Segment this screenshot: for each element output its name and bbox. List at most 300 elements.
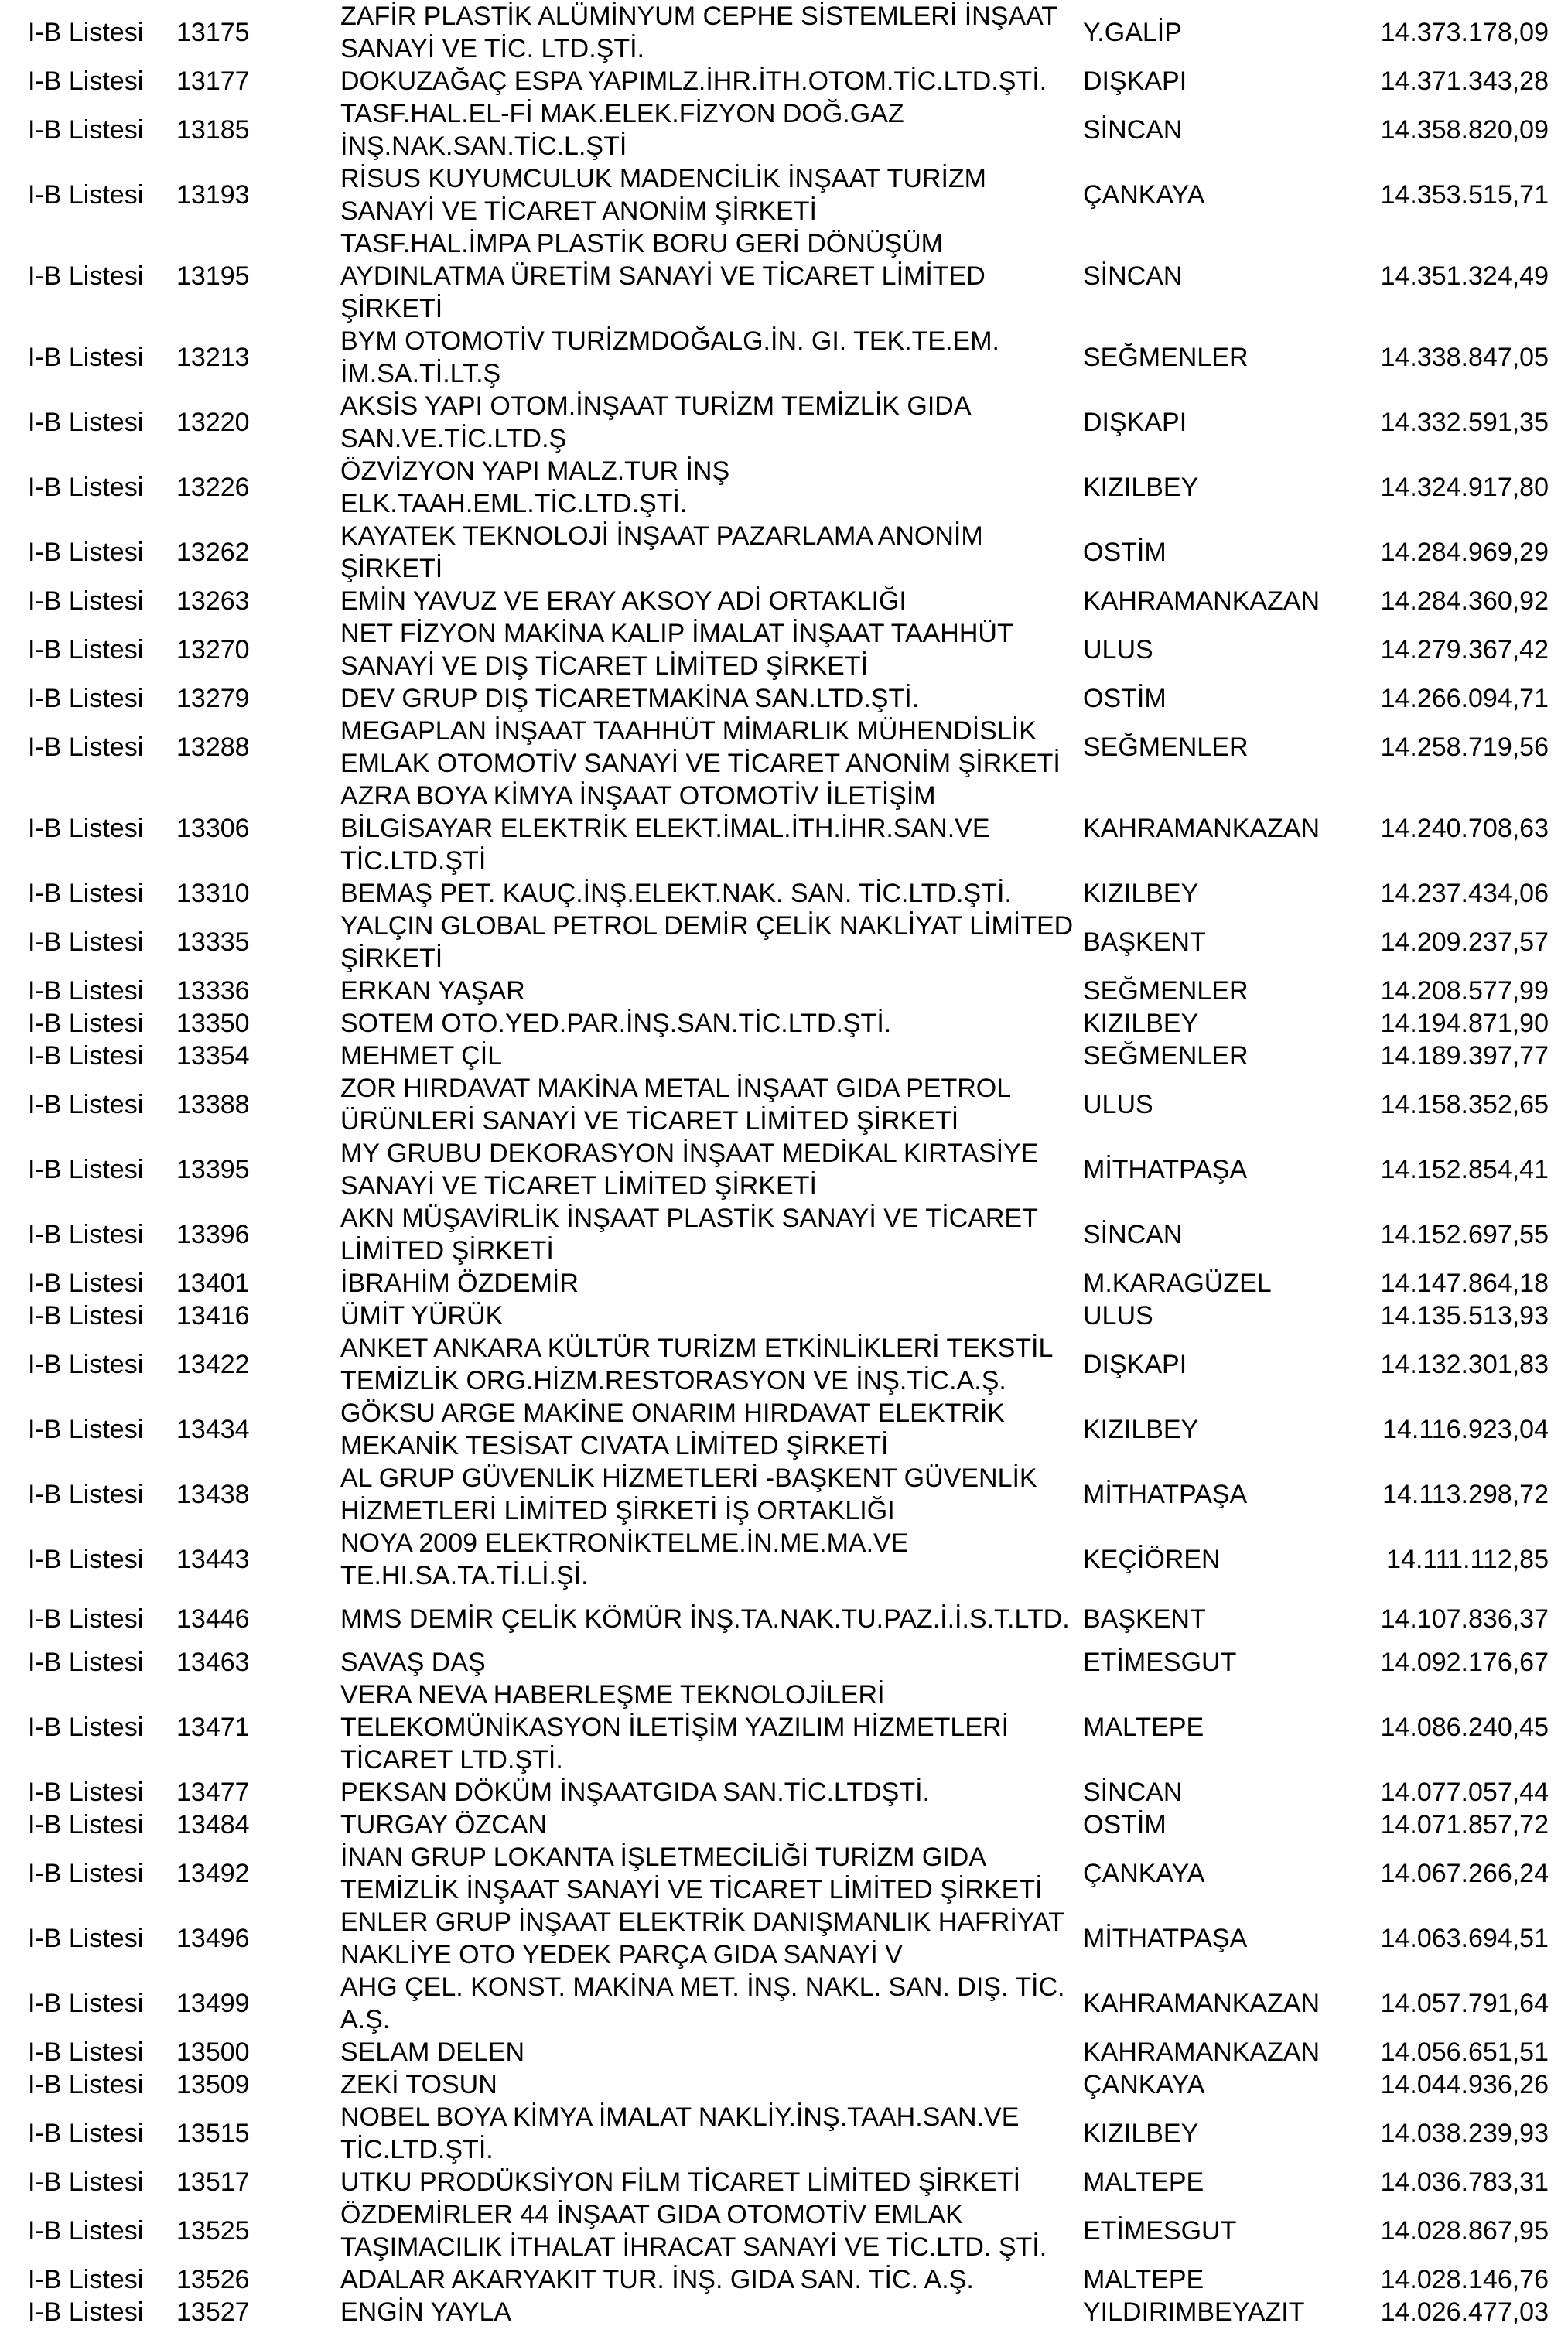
company-name-line: PEKSAN DÖKÜM İNŞAATGIDA SAN.TİC.LTDŞTİ. xyxy=(340,1778,930,1807)
company-name-cell xyxy=(340,2198,1083,2263)
amount-cell: 14.036.783,31 xyxy=(1380,2167,1549,2197)
company-name-line: EMİN YAVUZ VE ERAY AKSOY ADİ ORTAKLIĞI xyxy=(340,586,907,616)
list-name-cell: I-B Listesi xyxy=(28,67,144,96)
table-row xyxy=(0,2263,1568,2296)
company-name-line: TASF.HAL.EL-Fİ MAK.ELEK.FİZYON DOĞ.GAZ xyxy=(340,99,904,128)
list-name-cell: I-B Listesi xyxy=(28,2070,144,2099)
list-name-cell: I-B Listesi xyxy=(28,1859,144,1888)
amount-cell: 14.135.513,93 xyxy=(1380,1301,1549,1330)
tax-office-cell: SEĞMENLER xyxy=(1083,976,1249,1006)
tax-office-cell: OSTİM xyxy=(1083,1810,1167,1839)
amount-cell: 14.324.917,80 xyxy=(1380,473,1549,502)
company-name-cell xyxy=(340,1397,1083,1462)
company-name-cell xyxy=(340,910,1083,975)
amount-cell: 14.086.240,45 xyxy=(1380,1713,1549,1742)
table-row xyxy=(0,975,1568,1007)
company-name-line: GÖKSU ARGE MAKİNE ONARIM HIRDAVAT ELEKTRİK xyxy=(340,1399,1005,1428)
amount-cell: 14.371.343,28 xyxy=(1380,67,1549,96)
tax-office-cell: SİNCAN xyxy=(1083,115,1183,145)
table-row xyxy=(0,390,1568,455)
record-number-cell: 13388 xyxy=(176,1090,250,1119)
company-name-cell xyxy=(340,1300,1083,1332)
record-number-cell: 13310 xyxy=(176,879,250,908)
company-name-cell xyxy=(340,682,1083,715)
company-name-line: NET FİZYON MAKİNA KALIP İMALAT İNŞAAT TAAHHÜT xyxy=(340,619,1013,648)
tax-office-cell: KAHRAMANKAZAN xyxy=(1083,1989,1320,2018)
company-name-cell xyxy=(340,1603,1083,1635)
company-name-line: TEMİZLİK ORG.HİZM.RESTORASYON VE İNŞ.TİC.A.Ş. xyxy=(340,1366,1006,1395)
tax-office-cell: ÇANKAYA xyxy=(1083,2070,1205,2099)
company-name-cell xyxy=(340,162,1083,227)
company-name-line: ERKAN YAŞAR xyxy=(340,976,525,1006)
tax-office-cell: KIZILBEY xyxy=(1083,473,1199,502)
company-name-line: İNAN GRUP LOKANTA İŞLETMECİLİĞİ TURİZM GIDA xyxy=(340,1843,987,1872)
tax-office-cell: SİNCAN xyxy=(1083,1220,1183,1249)
record-number-cell: 13509 xyxy=(176,2070,250,2099)
record-number-cell: 13477 xyxy=(176,1778,250,1807)
company-name-line: AZRA BOYA KİMYA İNŞAAT OTOMOTİV İLETİŞİM xyxy=(340,781,936,811)
record-number-cell: 13471 xyxy=(176,1713,250,1742)
list-name-cell: I-B Listesi xyxy=(28,261,144,291)
company-name-line: TASF.HAL.İMPA PLASTİK BORU GERİ DÖNÜŞÜM xyxy=(340,229,943,258)
company-name-line: ELK.TAAH.EML.TİC.LTD.ŞTİ. xyxy=(340,489,688,518)
company-name-line: LİMİTED ŞİRKETİ xyxy=(340,1236,554,1266)
amount-cell: 14.071.857,72 xyxy=(1380,1810,1549,1839)
record-number-cell: 13517 xyxy=(176,2167,250,2197)
record-number-cell: 13492 xyxy=(176,1859,250,1888)
list-name-cell: I-B Listesi xyxy=(28,2167,144,2197)
list-name-cell: I-B Listesi xyxy=(28,1648,144,1677)
company-name-cell xyxy=(340,1679,1083,1776)
company-name-cell xyxy=(340,2068,1083,2101)
company-name-line: ZEKİ TOSUN xyxy=(340,2070,497,2099)
tax-office-cell: SİNCAN xyxy=(1083,261,1183,291)
amount-cell: 14.208.577,99 xyxy=(1380,976,1549,1006)
table-row xyxy=(0,877,1568,910)
table-row xyxy=(0,455,1568,520)
company-name-line: BEMAŞ PET. KAUÇ.İNŞ.ELEKT.NAK. SAN. TİC.LTD.ŞTİ. xyxy=(340,879,1012,908)
table-row xyxy=(0,910,1568,975)
company-name-line: AYDINLATMA ÜRETİM SANAYİ VE TİCARET LİMİTED xyxy=(340,261,986,291)
table-row xyxy=(0,780,1568,877)
company-name-line: ENGİN YAYLA xyxy=(340,2297,512,2327)
company-name-line: NAKLİYE OTO YEDEK PARÇA GIDA SANAYİ V xyxy=(340,1940,903,1969)
tax-office-cell: KIZILBEY xyxy=(1083,1415,1199,1444)
list-name-cell: I-B Listesi xyxy=(28,976,144,1006)
company-name-line: SOTEM OTO.YED.PAR.İNŞ.SAN.TİC.LTD.ŞTİ. xyxy=(340,1009,892,1038)
company-name-line: EMLAK OTOMOTİV SANAYİ VE TİCARET ANONİM ŞİRKETİ xyxy=(340,749,1061,778)
company-name-line: AKSİS YAPI OTOM.İNŞAAT TURİZM TEMİZLİK GIDA xyxy=(340,391,972,421)
amount-cell: 14.152.697,55 xyxy=(1380,1220,1549,1249)
tax-office-cell: MİTHATPAŞA xyxy=(1083,1924,1248,1953)
list-name-cell: I-B Listesi xyxy=(28,684,144,713)
amount-cell: 14.240.708,63 xyxy=(1380,814,1549,843)
tax-office-cell: KEÇİÖREN xyxy=(1083,1545,1221,1574)
amount-cell: 14.077.057,44 xyxy=(1380,1778,1549,1807)
list-name-cell: I-B Listesi xyxy=(28,927,144,957)
record-number-cell: 13434 xyxy=(176,1415,250,1444)
amount-cell: 14.279.367,42 xyxy=(1380,635,1549,664)
tax-office-cell: MALTEPE xyxy=(1083,2167,1204,2197)
record-number-cell: 13175 xyxy=(176,18,250,47)
amount-cell: 14.194.871,90 xyxy=(1380,1009,1549,1038)
company-name-line: ÖZVİZYON YAPI MALZ.TUR İNŞ xyxy=(340,456,730,486)
tax-office-cell: MALTEPE xyxy=(1083,2265,1204,2294)
tax-office-cell: KIZILBEY xyxy=(1083,1009,1199,1038)
tax-office-cell: Y.GALİP xyxy=(1083,18,1182,47)
record-number-cell: 13354 xyxy=(176,1041,250,1071)
list-name-cell: I-B Listesi xyxy=(28,1041,144,1071)
company-name-line: YALÇIN GLOBAL PETROL DEMİR ÇELİK NAKLİYAT LİMİTED xyxy=(340,911,1074,941)
company-name-line: TİC.LTD.ŞTİ. xyxy=(340,2135,494,2164)
amount-cell: 14.189.397,77 xyxy=(1380,1041,1549,1071)
company-name-line: SAVAŞ DAŞ xyxy=(340,1648,486,1677)
company-name-cell xyxy=(340,617,1083,682)
company-name-line: KAYATEK TEKNOLOJİ İNŞAAT PAZARLAMA ANONİM xyxy=(340,521,983,551)
table-row xyxy=(0,1527,1568,1592)
tax-office-cell: OSTİM xyxy=(1083,684,1167,713)
list-name-cell: I-B Listesi xyxy=(28,879,144,908)
list-name-cell: I-B Listesi xyxy=(28,733,144,762)
list-name-cell: I-B Listesi xyxy=(28,2119,144,2148)
table-row xyxy=(0,1603,1568,1635)
amount-cell: 14.237.434,06 xyxy=(1380,879,1549,908)
amount-cell: 14.113.298,72 xyxy=(1382,1480,1549,1509)
list-name-cell: I-B Listesi xyxy=(28,1989,144,2018)
company-name-line: İM.SA.Tİ.LT.Ş xyxy=(340,359,501,388)
company-name-line: MEKANİK TESİSAT CIVATA LİMİTED ŞİRKETİ xyxy=(340,1431,889,1460)
list-name-cell: I-B Listesi xyxy=(28,343,144,372)
table-row xyxy=(0,1332,1568,1397)
tax-office-cell: ULUS xyxy=(1083,1301,1153,1330)
company-name-line: SANAYİ VE TİCARET ANONİM ŞİRKETİ xyxy=(340,196,817,226)
company-name-line: AHG ÇEL. KONST. MAKİNA MET. İNŞ. NAKL. SAN. DIŞ. TİC. xyxy=(340,1973,1065,2002)
company-name-cell xyxy=(340,1841,1083,1906)
record-number-cell: 13177 xyxy=(176,67,250,96)
tax-office-cell: SEĞMENLER xyxy=(1083,343,1249,372)
record-number-cell: 13270 xyxy=(176,635,250,664)
company-name-line: ANKET ANKARA KÜLTÜR TURİZM ETKİNLİKLERİ TEKSTİL xyxy=(340,1334,1054,1363)
tax-office-cell: KIZILBEY xyxy=(1083,2119,1199,2148)
list-name-cell: I-B Listesi xyxy=(28,1090,144,1119)
table-row xyxy=(0,1776,1568,1809)
tax-office-cell: DIŞKAPI xyxy=(1083,1350,1187,1379)
amount-cell: 14.057.791,64 xyxy=(1380,1989,1549,2018)
amount-cell: 14.258.719,56 xyxy=(1380,733,1549,762)
record-number-cell: 13350 xyxy=(176,1009,250,1038)
company-name-line: TELEKOMÜNİKASYON İLETİŞİM YAZILIM HİZMETLERİ xyxy=(340,1713,1009,1742)
amount-cell: 14.038.239,93 xyxy=(1380,2119,1549,2148)
table-row xyxy=(0,1906,1568,1971)
list-name-cell: I-B Listesi xyxy=(28,1545,144,1574)
list-name-cell: I-B Listesi xyxy=(28,1713,144,1742)
amount-cell: 14.147.864,18 xyxy=(1380,1269,1549,1298)
company-name-cell xyxy=(340,2101,1083,2166)
company-name-line: BİLGİSAYAR ELEKTRİK ELEKT.İMAL.İTH.İHR.SAN.VE xyxy=(340,814,990,843)
amount-cell: 14.373.178,09 xyxy=(1380,18,1549,47)
list-name-cell: I-B Listesi xyxy=(28,180,144,210)
tax-office-cell: KAHRAMANKAZAN xyxy=(1083,814,1320,843)
table-row xyxy=(0,0,1568,65)
list-name-cell: I-B Listesi xyxy=(28,408,144,437)
company-name-line: RİSUS KUYUMCULUK MADENCİLİK İNŞAAT TURİZM xyxy=(340,164,987,193)
tax-office-cell: SEĞMENLER xyxy=(1083,1041,1249,1071)
company-name-cell xyxy=(340,455,1083,520)
company-name-line: ENLER GRUP İNŞAAT ELEKTRİK DANIŞMANLIK HAFRİYAT xyxy=(340,1908,1064,1937)
table-row xyxy=(0,2101,1568,2166)
company-name-line: TEMİZLİK İNŞAAT SANAYİ VE TİCARET LİMİTED ŞİRKETİ xyxy=(340,1875,1043,1904)
company-name-line: ÜRÜNLERİ SANAYİ VE TİCARET LİMİTED ŞİRKETİ xyxy=(340,1106,959,1136)
company-name-cell xyxy=(340,1267,1083,1300)
company-name-cell xyxy=(340,1072,1083,1137)
record-number-cell: 13395 xyxy=(176,1155,250,1184)
tax-office-cell: MİTHATPAŞA xyxy=(1083,1155,1248,1184)
company-name-cell xyxy=(340,585,1083,617)
list-name-cell: I-B Listesi xyxy=(28,1220,144,1249)
company-name-cell xyxy=(340,2263,1083,2296)
company-name-line: ŞİRKETİ xyxy=(340,944,443,973)
amount-cell: 14.284.360,92 xyxy=(1380,586,1549,616)
list-name-cell: I-B Listesi xyxy=(28,115,144,145)
amount-cell: 14.132.301,83 xyxy=(1380,1350,1549,1379)
company-name-line: SANAYİ VE DIŞ TİCARET LİMİTED ŞİRKETİ xyxy=(340,651,869,681)
company-name-cell xyxy=(340,520,1083,585)
company-name-cell xyxy=(340,97,1083,162)
amount-cell: 14.056.651,51 xyxy=(1380,2037,1549,2067)
record-number-cell: 13499 xyxy=(176,1989,250,2018)
list-name-cell: I-B Listesi xyxy=(28,1301,144,1330)
amount-cell: 14.152.854,41 xyxy=(1380,1155,1549,1184)
table-row xyxy=(0,1462,1568,1527)
company-name-line: ADALAR AKARYAKIT TUR. İNŞ. GIDA SAN. TİC. A.Ş. xyxy=(340,2265,974,2294)
company-name-line: İNŞ.NAK.SAN.TİC.L.ŞTİ xyxy=(340,132,627,161)
table-row xyxy=(0,1267,1568,1300)
company-name-line: ZAFİR PLASTİK ALÜMİNYUM CEPHE SİSTEMLERİ İNŞAAT xyxy=(340,2,1057,31)
table-row xyxy=(0,1137,1568,1202)
amount-cell: 14.107.836,37 xyxy=(1380,1604,1549,1634)
table-row xyxy=(0,1040,1568,1072)
company-name-line: ÖZDEMİRLER 44 İNŞAAT GIDA OTOMOTİV EMLAK xyxy=(340,2200,963,2229)
record-number-cell: 13195 xyxy=(176,261,250,291)
tax-office-cell: DIŞKAPI xyxy=(1083,408,1187,437)
company-name-line: A.Ş. xyxy=(340,2005,391,2034)
record-number-cell: 13226 xyxy=(176,473,250,502)
list-name-cell: I-B Listesi xyxy=(28,18,144,47)
list-name-cell: I-B Listesi xyxy=(28,1924,144,1953)
company-name-cell xyxy=(340,2166,1083,2198)
company-name-cell xyxy=(340,1906,1083,1971)
list-name-cell: I-B Listesi xyxy=(28,473,144,502)
company-name-cell xyxy=(340,227,1083,325)
company-name-line: TURGAY ÖZCAN xyxy=(340,1810,547,1839)
company-name-cell xyxy=(340,390,1083,455)
amount-cell: 14.358.820,09 xyxy=(1380,115,1549,145)
company-name-line: AKN MÜŞAVİRLİK İNŞAAT PLASTİK SANAYİ VE TİCARET xyxy=(340,1204,1038,1233)
table-row xyxy=(0,1971,1568,2036)
table-row xyxy=(0,1809,1568,1841)
table-row xyxy=(0,1202,1568,1267)
list-name-cell: I-B Listesi xyxy=(28,2216,144,2246)
amount-cell: 14.067.266,24 xyxy=(1380,1859,1549,1888)
company-name-cell xyxy=(340,1646,1083,1679)
table-row xyxy=(0,682,1568,715)
company-name-cell xyxy=(340,715,1083,780)
list-name-cell: I-B Listesi xyxy=(28,1604,144,1634)
company-name-cell xyxy=(340,1971,1083,2036)
company-name-cell xyxy=(340,1462,1083,1527)
company-name-line: ÜMİT YÜRÜK xyxy=(340,1301,504,1330)
company-name-line: DEV GRUP DIŞ TİCARETMAKİNA SAN.LTD.ŞTİ. xyxy=(340,684,920,713)
list-name-cell: I-B Listesi xyxy=(28,1415,144,1444)
tax-office-cell: KAHRAMANKAZAN xyxy=(1083,586,1320,616)
record-number-cell: 13484 xyxy=(176,1810,250,1839)
amount-cell: 14.044.936,26 xyxy=(1380,2070,1549,2099)
table-row xyxy=(0,1646,1568,1679)
table-row xyxy=(0,65,1568,97)
company-name-line: NOBEL BOYA KİMYA İMALAT NAKLİY.İNŞ.TAAH.SAN.VE xyxy=(340,2102,1020,2132)
record-number-cell: 13306 xyxy=(176,814,250,843)
tax-office-cell: ETİMESGUT xyxy=(1083,2216,1237,2246)
table-row xyxy=(0,1300,1568,1332)
tax-office-cell: ULUS xyxy=(1083,635,1153,664)
company-name-cell xyxy=(340,1040,1083,1072)
list-name-cell: I-B Listesi xyxy=(28,586,144,616)
company-name-line: SANAYİ VE TİCARET LİMİTED ŞİRKETİ xyxy=(340,1171,817,1201)
record-number-cell: 13288 xyxy=(176,733,250,762)
company-name-line: TE.HI.SA.TA.Tİ.Lİ.Şİ. xyxy=(340,1561,589,1590)
company-name-cell xyxy=(340,2296,1083,2328)
table-row xyxy=(0,2036,1568,2068)
list-name-cell: I-B Listesi xyxy=(28,1778,144,1807)
company-name-line: ZOR HIRDAVAT MAKİNA METAL İNŞAAT GIDA PETROL xyxy=(340,1074,1012,1103)
amount-cell: 14.028.146,76 xyxy=(1380,2265,1549,2294)
tax-office-cell: KIZILBEY xyxy=(1083,879,1199,908)
tax-office-cell: YILDIRIMBEYAZIT xyxy=(1083,2297,1305,2327)
table-row xyxy=(0,715,1568,780)
record-number-cell: 13185 xyxy=(176,115,250,145)
table-row xyxy=(0,585,1568,617)
tax-office-cell: SEĞMENLER xyxy=(1083,733,1249,762)
list-name-cell: I-B Listesi xyxy=(28,635,144,664)
tax-office-cell: M.KARAGÜZEL xyxy=(1083,1269,1272,1298)
amount-cell: 14.209.237,57 xyxy=(1380,927,1549,957)
amount-cell: 14.026.477,03 xyxy=(1380,2297,1549,2327)
amount-cell: 14.111.112,85 xyxy=(1386,1545,1549,1574)
record-number-cell: 13526 xyxy=(176,2265,250,2294)
company-name-line: SAN.VE.TİC.LTD.Ş xyxy=(340,424,567,453)
tax-office-cell: SİNCAN xyxy=(1083,1778,1183,1807)
company-name-line: DOKUZAĞAÇ ESPA YAPIMLZ.İHR.İTH.OTOM.TİC.LTD.ŞTİ. xyxy=(340,67,1047,96)
amount-cell: 14.338.847,05 xyxy=(1380,343,1549,372)
record-number-cell: 13220 xyxy=(176,408,250,437)
record-number-cell: 13525 xyxy=(176,2216,250,2246)
amount-cell: 14.266.094,71 xyxy=(1380,684,1549,713)
company-name-line: AL GRUP GÜVENLİK HİZMETLERİ -BAŞKENT GÜVENLİK xyxy=(340,1464,1037,1493)
company-name-line: TİC.LTD.ŞTİ xyxy=(340,846,487,876)
tax-office-cell: BAŞKENT xyxy=(1083,927,1206,957)
table-row xyxy=(0,2198,1568,2263)
table-row xyxy=(0,97,1568,162)
record-number-cell: 13336 xyxy=(176,976,250,1006)
table-row xyxy=(0,1397,1568,1462)
tax-office-cell: ULUS xyxy=(1083,1090,1153,1119)
table-row xyxy=(0,162,1568,227)
tax-office-cell: BAŞKENT xyxy=(1083,1604,1206,1634)
company-name-line: TAŞIMACILIK İTHALAT İHRACAT SANAYİ VE TİC.LTD. ŞTİ. xyxy=(340,2232,1047,2262)
record-number-cell: 13213 xyxy=(176,343,250,372)
company-name-cell xyxy=(340,1809,1083,1841)
record-number-cell: 13401 xyxy=(176,1269,250,1298)
amount-cell: 14.158.352,65 xyxy=(1380,1090,1549,1119)
company-name-cell xyxy=(340,1007,1083,1040)
company-name-line: UTKU PRODÜKSİYON FİLM TİCARET LİMİTED ŞİRKETİ xyxy=(340,2167,1021,2197)
record-number-cell: 13500 xyxy=(176,2037,250,2067)
company-name-line: VERA NEVA HABERLEŞME TEKNOLOJİLERİ xyxy=(340,1680,885,1710)
company-name-line: BYM OTOMOTİV TURİZMDOĞALG.İN. GI. TEK.TE.EM. xyxy=(340,326,999,356)
company-name-line: SANAYİ VE TİC. LTD.ŞTİ. xyxy=(340,34,644,63)
record-number-cell: 13193 xyxy=(176,180,250,210)
table-row xyxy=(0,1072,1568,1137)
list-name-cell: I-B Listesi xyxy=(28,1269,144,1298)
tax-office-cell: MİTHATPAŞA xyxy=(1083,1480,1248,1509)
record-number-cell: 13416 xyxy=(176,1301,250,1330)
company-name-cell xyxy=(340,65,1083,97)
company-name-cell xyxy=(340,1776,1083,1809)
amount-cell: 14.028.867,95 xyxy=(1380,2216,1549,2246)
record-number-cell: 13263 xyxy=(176,586,250,616)
record-number-cell: 13422 xyxy=(176,1350,250,1379)
company-name-line: MEHMET ÇİL xyxy=(340,1041,503,1071)
company-name-cell xyxy=(340,2036,1083,2068)
list-name-cell: I-B Listesi xyxy=(28,2297,144,2327)
company-name-cell xyxy=(340,780,1083,877)
company-name-line: SELAM DELEN xyxy=(340,2037,525,2067)
record-number-cell: 13527 xyxy=(176,2297,250,2327)
amount-cell: 14.092.176,67 xyxy=(1380,1648,1549,1677)
list-name-cell: I-B Listesi xyxy=(28,1480,144,1509)
company-name-cell xyxy=(340,0,1083,65)
list-name-cell: I-B Listesi xyxy=(28,2037,144,2067)
amount-cell: 14.351.324,49 xyxy=(1380,261,1549,291)
tax-office-cell: MALTEPE xyxy=(1083,1713,1204,1742)
table-row xyxy=(0,325,1568,390)
company-name-cell xyxy=(340,1137,1083,1202)
company-name-cell xyxy=(340,975,1083,1007)
list-name-cell: I-B Listesi xyxy=(28,1009,144,1038)
table-row xyxy=(0,2068,1568,2101)
record-number-cell: 13335 xyxy=(176,927,250,957)
table-row xyxy=(0,227,1568,325)
amount-cell: 14.063.694,51 xyxy=(1380,1924,1549,1953)
company-name-line: MY GRUBU DEKORASYON İNŞAAT MEDİKAL KIRTASİYE xyxy=(340,1139,1039,1168)
table-row xyxy=(0,1679,1568,1776)
list-name-cell: I-B Listesi xyxy=(28,1810,144,1839)
list-name-cell: I-B Listesi xyxy=(28,2265,144,2294)
table-row xyxy=(0,2296,1568,2328)
record-number-cell: 13496 xyxy=(176,1924,250,1953)
company-name-line: ŞİRKETİ xyxy=(340,294,443,323)
table-row xyxy=(0,617,1568,682)
list-name-cell: I-B Listesi xyxy=(28,538,144,567)
record-number-cell: 13262 xyxy=(176,538,250,567)
tax-office-cell: ÇANKAYA xyxy=(1083,1859,1205,1888)
company-name-line: HİZMETLERİ LİMİTED ŞİRKETİ İŞ ORTAKLIĞI xyxy=(340,1496,895,1525)
tax-office-cell: OSTİM xyxy=(1083,538,1167,567)
amount-cell: 14.353.515,71 xyxy=(1380,180,1549,210)
company-name-line: NOYA 2009 ELEKTRONİKTELME.İN.ME.MA.VE xyxy=(340,1529,909,1558)
record-number-cell: 13438 xyxy=(176,1480,250,1509)
list-name-cell: I-B Listesi xyxy=(28,1350,144,1379)
